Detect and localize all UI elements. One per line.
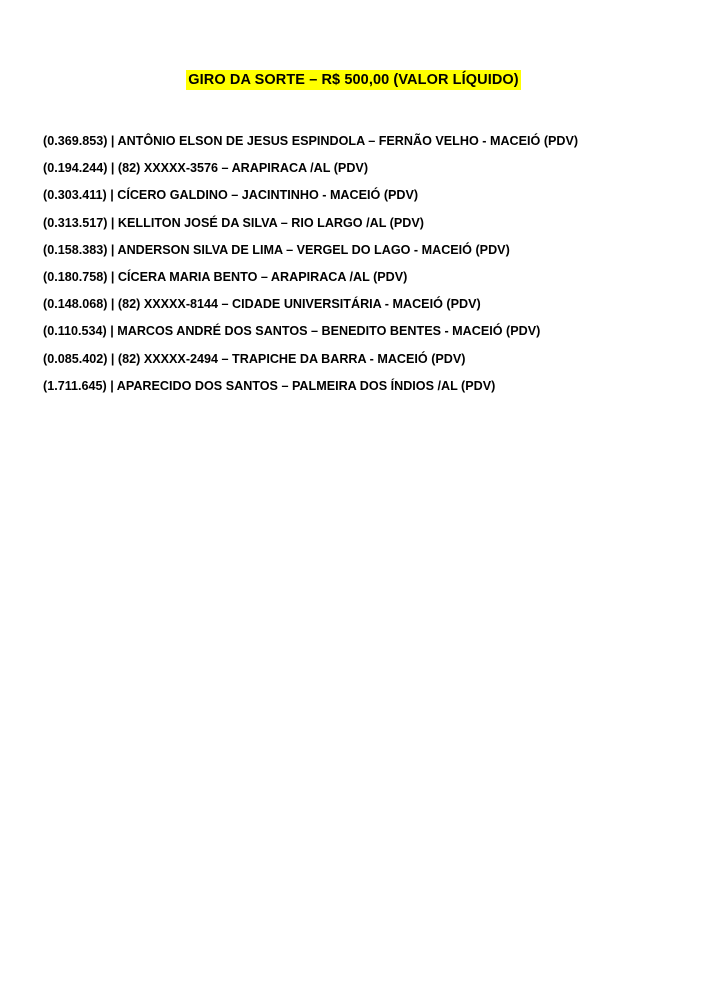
winner-entry: (0.158.383) | ANDERSON SILVA DE LIMA – VERGEL DO LAGO - MACEIÓ (PDV) (43, 242, 510, 257)
winner-entry: (0.085.402) | (82) XXXXX-2494 – TRAPICHE DA BARRA - MACEIÓ (PDV) (43, 351, 466, 366)
title-container (0, 70, 707, 90)
winner-entry: (0.194.244) | (82) XXXXX-3576 – ARAPIRACA /AL (PDV) (43, 161, 369, 176)
winner-entry: (0.369.853) | ANTÔNIO ELSON DE JESUS ESPINDOLA – FERNÃO VELHO - MACEIÓ (PDV) (43, 134, 579, 148)
winner-entry: (1.711.645) | APARECIDO DOS SANTOS – PALMEIRA DOS ÍNDIOS /AL (PDV) (43, 378, 496, 393)
winners-list (43, 128, 683, 400)
winner-entry: (0.180.758) | CÍCERA MARIA BENTO – ARAPIRACA /AL (PDV) (43, 269, 408, 284)
winner-entry: (0.313.517) | KELLITON JOSÉ DA SILVA – RIO LARGO /AL (PDV) (43, 215, 424, 230)
document-title: GIRO DA SORTE – R$ 500,00 (VALOR LÍQUIDO) (188, 72, 519, 88)
winner-entry: (0.148.068) | (82) XXXXX-8144 – CIDADE UNIVERSITÁRIA - MACEIÓ (PDV) (43, 297, 481, 312)
winner-entry: (0.110.534) | MARCOS ANDRÉ DOS SANTOS – BENEDITO BENTES - MACEIÓ (PDV) (43, 324, 541, 339)
winner-entry: (0.303.411) | CÍCERO GALDINO – JACINTINHO - MACEIÓ (PDV) (43, 188, 419, 203)
